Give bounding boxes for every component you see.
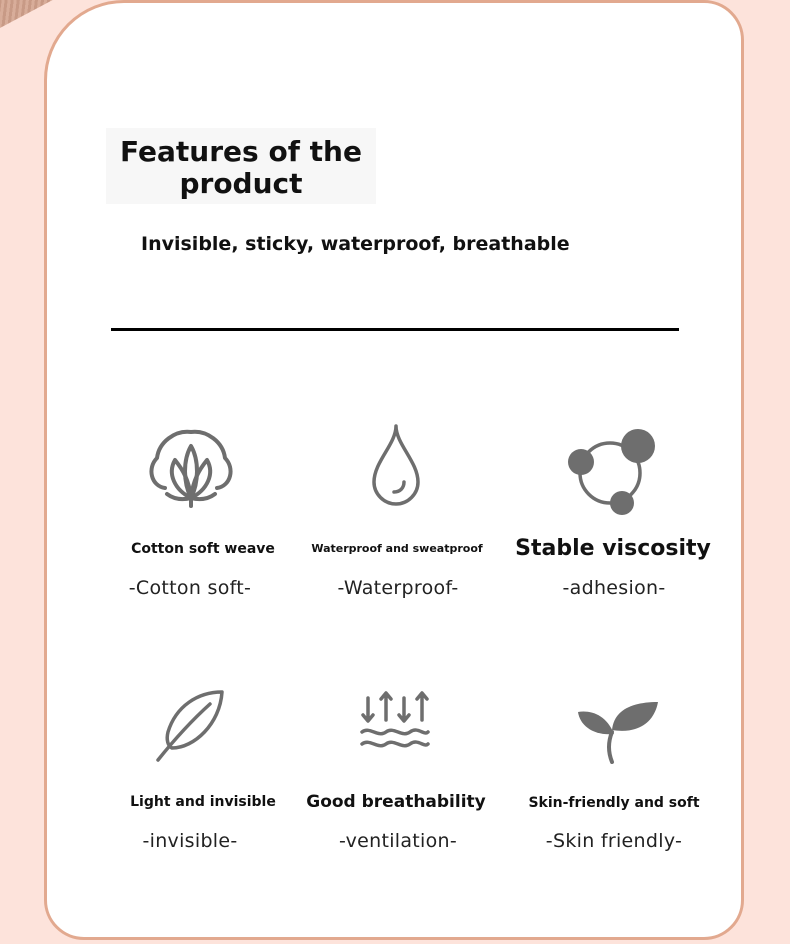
airflow-icon — [358, 688, 432, 756]
feature-subtitle: -invisible- — [142, 830, 238, 852]
title-line-1: Features of the — [120, 135, 362, 168]
water-drop-icon — [370, 422, 422, 508]
cotton-icon — [145, 424, 237, 508]
feature-label: Light and invisible — [130, 794, 276, 810]
feature-subtitle: -ventilation- — [338, 830, 458, 852]
feature-label: Stable viscosity — [515, 536, 711, 561]
sprout-icon — [576, 700, 660, 764]
feature-subtitle: -Cotton soft- — [128, 577, 252, 599]
molecule-icon — [566, 426, 658, 518]
feature-label: Good breathability — [306, 792, 486, 812]
feature-subtitle: -Skin friendly- — [545, 830, 683, 852]
feature-label: Skin-friendly and soft — [528, 795, 700, 811]
feature-label: Waterproof and sweatproof — [311, 542, 483, 555]
feature-label: Cotton soft weave — [131, 541, 275, 557]
title-line-2: product — [179, 167, 303, 200]
subtitle: Invisible, sticky, waterproof, breathable — [141, 233, 570, 255]
feather-icon — [154, 688, 228, 762]
divider — [111, 328, 679, 331]
feature-subtitle: -adhesion- — [562, 577, 666, 599]
feature-subtitle: -Waterproof- — [337, 577, 459, 599]
page-title — [106, 128, 376, 204]
